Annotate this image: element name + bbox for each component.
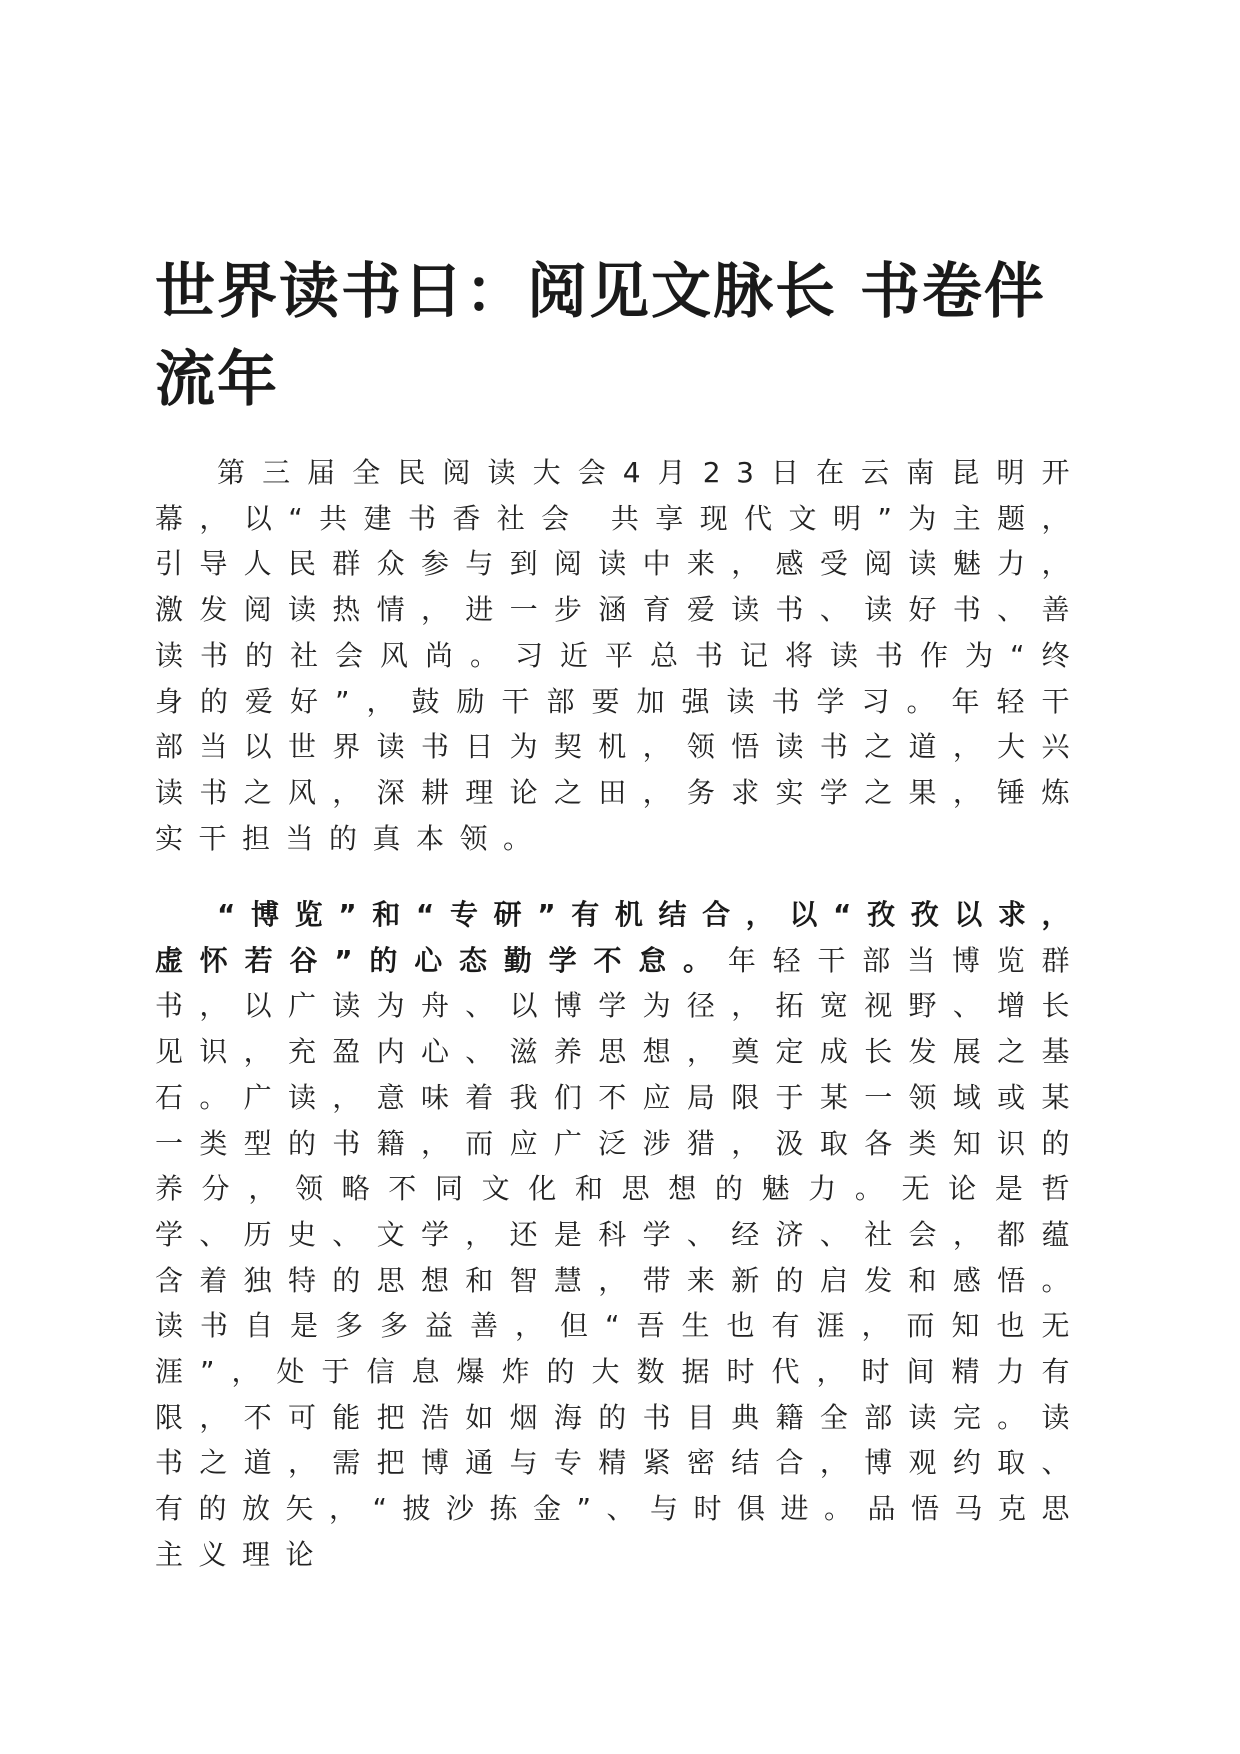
- paragraph-2: [155, 892, 1085, 1578]
- paragraph-2-text: 年轻干部当博览群书，以广读为舟、以博学为径，拓宽视野、增长见识，充盈内心、滋养思想，奠定成长发展之基石。广读，意味着我们不应局限于某一领域或某一类型的书籍，而应广泛涉猎，汲取各类知识的养分，领略不同文化和思想的魅力。无论是哲学、历史、文学，还是科学、经济、社会，都蕴含着独特的思想和智慧，带来新的启发和感悟。读书自是多多益善，但“吾生也有涯，而知也无涯”，处于信息爆炸的大数据时代，时间精力有限，不可能把浩如烟海的书目典籍全部读完。读书之道，需把博通与专精紧密结合，博观约取、有的放矢，“披沙拣金”、与时俱进。品悟马克思主义理论: [155, 943, 1086, 1571]
- paragraph-2-lead: “博览”和“专研”有机结合，以“孜孜以求，虚怀若谷”的心态勤学不怠。: [155, 898, 1085, 977]
- paragraph-1: [155, 450, 1085, 861]
- article-title: 世界读书日：阅见文脉长 书卷伴流年: [155, 257, 1046, 415]
- paragraph-1-text: 第三届全民阅读大会4月23日在云南昆明开幕，以“共建书香社会 共享现代文明”为主题，引导人民群众参与到阅读中来，感受阅读魅力，激发阅读热情，进一步涵育爱读书、读好书、善读书的社会风尚。习近平总书记将读书作为“终身的爱好”，鼓励干部要加强读书学习。年轻干部当以世界读书日为契机，领悟读书之道，大兴读书之风，深耕理论之田，务求实学之果，锤炼实干担当的真本领。: [155, 456, 1085, 855]
